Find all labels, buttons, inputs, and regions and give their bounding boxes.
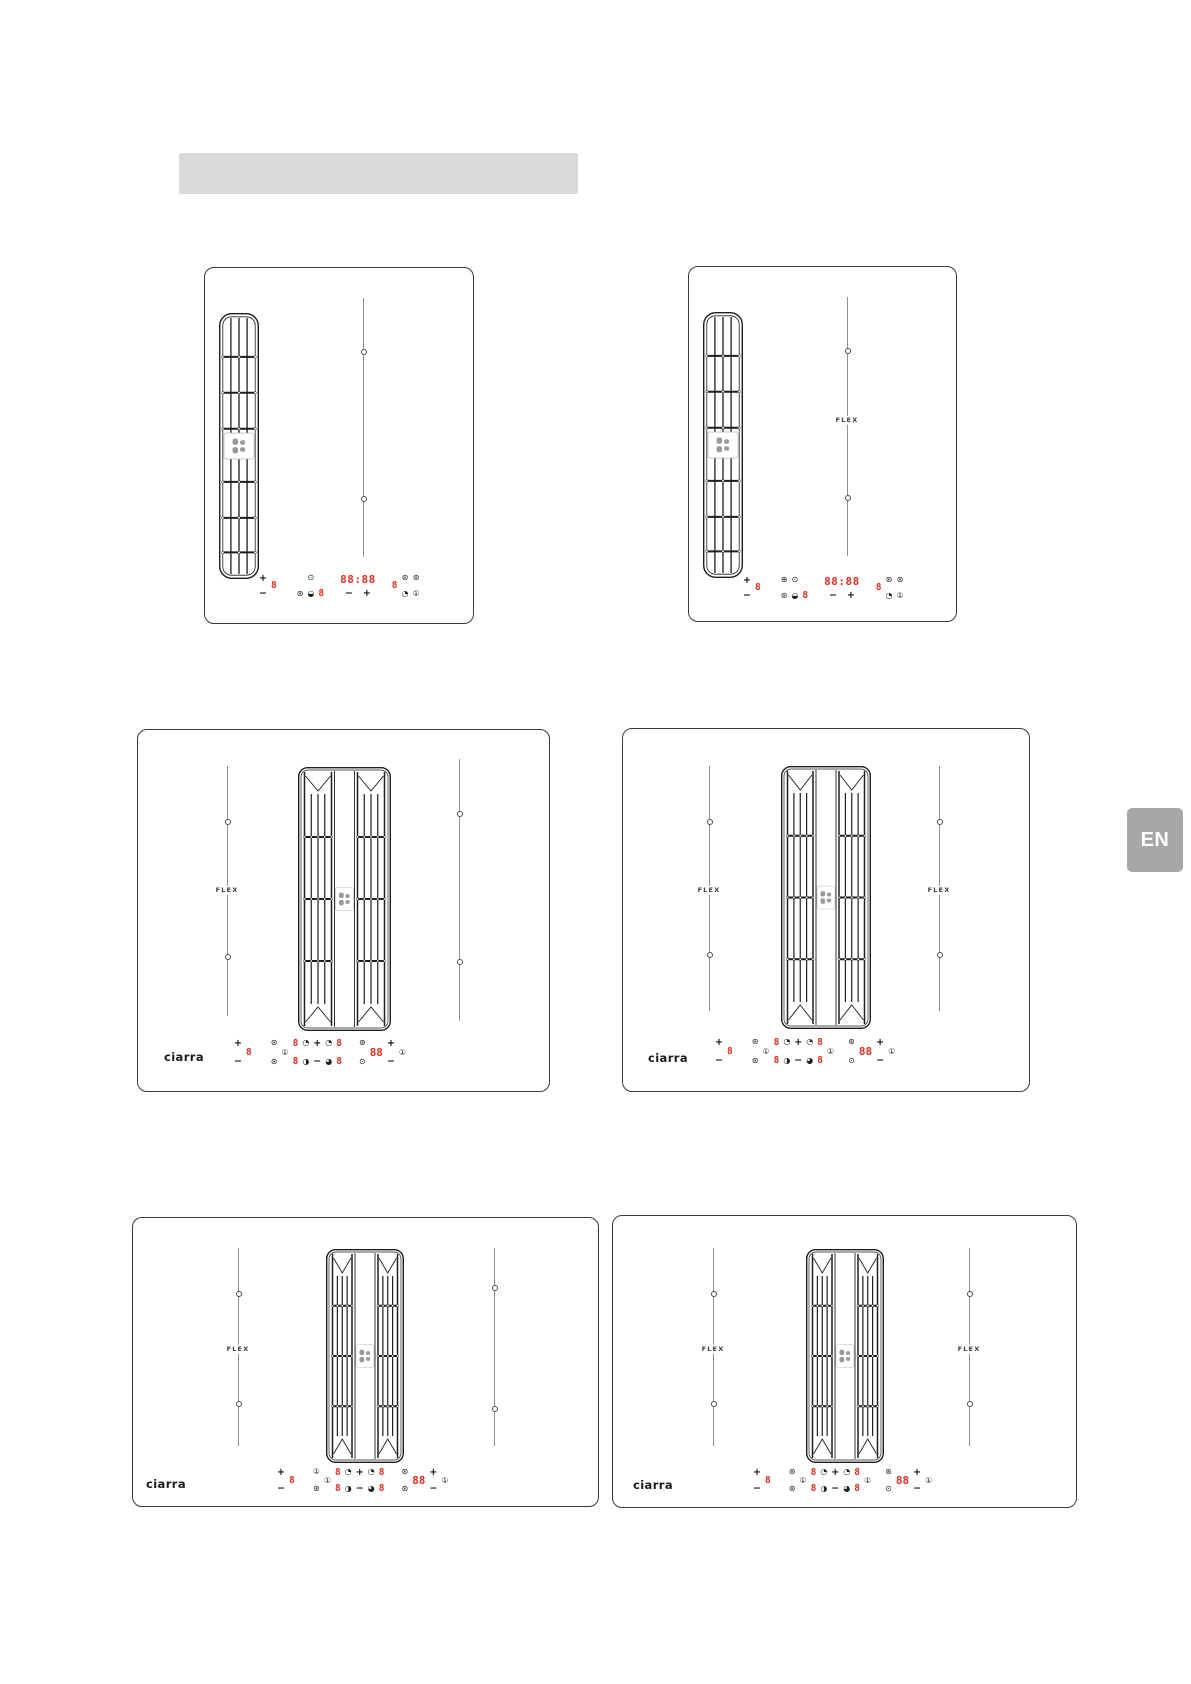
control-group bbox=[913, 1468, 921, 1493]
plus-key: + bbox=[234, 1038, 242, 1049]
fan-speed-icon: ⊛ bbox=[412, 573, 420, 582]
minus-key: − bbox=[355, 1482, 364, 1494]
timer-clock-icon: ⊙ bbox=[791, 575, 799, 584]
control-group bbox=[753, 1468, 761, 1493]
control-group bbox=[925, 1468, 932, 1493]
power-level-display: 8 bbox=[810, 1467, 817, 1478]
power-level-display: 8 bbox=[810, 1482, 817, 1494]
power-icon: ① bbox=[281, 1047, 289, 1057]
zone-alignment-dot bbox=[457, 811, 463, 817]
touch-control-strip bbox=[259, 574, 420, 598]
fan-speed-icon: ⊛ bbox=[358, 1038, 366, 1047]
flex-zone-label: FLEX bbox=[226, 1344, 250, 1353]
timer-clock-icon: ⊙ bbox=[885, 1484, 892, 1493]
zone-alignment-dot bbox=[845, 495, 851, 501]
fan-speed-icon: ⊛ bbox=[788, 1484, 796, 1493]
power-level-display: 8 bbox=[378, 1482, 385, 1494]
power-level-display: 8 bbox=[802, 589, 809, 601]
control-group bbox=[271, 1039, 278, 1066]
power-level-display: 8 bbox=[764, 1474, 771, 1486]
minus-key: − bbox=[234, 1055, 242, 1067]
plus-key: + bbox=[313, 1038, 322, 1049]
downdraft-vent-grille bbox=[703, 312, 743, 578]
zone-alignment-dot bbox=[707, 952, 713, 958]
control-group bbox=[399, 1039, 406, 1066]
control-group bbox=[412, 574, 419, 598]
control-group bbox=[752, 1038, 759, 1065]
power-level-display: 8 bbox=[336, 1055, 342, 1067]
power-icon: ① bbox=[398, 1047, 407, 1057]
control-group bbox=[811, 1468, 817, 1493]
minus-key: − bbox=[715, 1054, 723, 1066]
timer-clock-icon: ⊙ bbox=[848, 1056, 855, 1065]
plus-key: + bbox=[743, 575, 751, 586]
control-group bbox=[379, 1468, 385, 1493]
zone-alignment-dot bbox=[361, 496, 367, 502]
power-level-display: 8 bbox=[875, 582, 882, 594]
power-level-display: 8 bbox=[773, 1054, 780, 1066]
fan-speed-icon: ⊛ bbox=[885, 1467, 892, 1476]
zone-alignment-dot bbox=[457, 959, 463, 965]
minus-key: − bbox=[429, 1482, 438, 1494]
power-icon: ① bbox=[888, 1046, 896, 1056]
timer-clock-icon: ⊙ bbox=[307, 573, 315, 582]
fan-speed-icon: ⊛ bbox=[780, 591, 788, 600]
plus-key: + bbox=[876, 1037, 885, 1048]
control-group bbox=[783, 1038, 790, 1065]
zone-alignment-dot bbox=[937, 819, 943, 825]
control-group bbox=[854, 1468, 860, 1493]
control-group bbox=[356, 1468, 364, 1493]
cooking-zone-marker bbox=[847, 297, 848, 556]
control-group bbox=[313, 1039, 321, 1066]
downdraft-vent-grille bbox=[298, 767, 391, 1031]
pause-icon: ⊕ bbox=[780, 575, 788, 584]
flex-zone-label: FLEX bbox=[835, 415, 859, 424]
zone-alignment-dot bbox=[492, 1285, 498, 1291]
control-group bbox=[368, 1468, 375, 1493]
pot-detection-icon: ◒ bbox=[307, 589, 315, 598]
minus-key: − bbox=[876, 1054, 885, 1066]
control-group bbox=[234, 1039, 242, 1066]
power-level-display: 8 bbox=[378, 1467, 385, 1478]
timer-minus-plus-keys: − + bbox=[345, 587, 371, 599]
timer-display: 88:88 bbox=[824, 575, 860, 588]
control-group bbox=[791, 576, 798, 600]
power-level-display: 8 bbox=[288, 1474, 295, 1486]
minus-key: − bbox=[794, 1054, 803, 1066]
bridge-zone-left-icon: ◔ bbox=[783, 1037, 791, 1046]
brand-wordmark: ciarra bbox=[648, 1051, 689, 1065]
touch-control-strip bbox=[277, 1468, 449, 1493]
power-level-display: 8 bbox=[854, 1482, 860, 1494]
control-group bbox=[412, 1468, 425, 1493]
bridge-zone-right-icon: ◑ bbox=[820, 1484, 828, 1493]
control-group bbox=[429, 1468, 437, 1493]
minus-key: − bbox=[313, 1055, 322, 1067]
power-icon: ① bbox=[826, 1046, 835, 1056]
control-group bbox=[817, 1038, 823, 1065]
control-group bbox=[820, 1468, 827, 1493]
flex-zone-label: FLEX bbox=[697, 885, 721, 894]
power-level-display: 8 bbox=[335, 1482, 341, 1494]
control-group bbox=[794, 1038, 802, 1065]
zone-alignment-dot bbox=[225, 819, 231, 825]
control-group bbox=[345, 1468, 352, 1493]
minus-key: − bbox=[386, 1055, 395, 1067]
bridge-zone-left-icon: ◔ bbox=[367, 1467, 375, 1476]
control-group bbox=[441, 1468, 448, 1493]
zone-alignment-dot bbox=[967, 1401, 973, 1407]
power-level-display: 8 bbox=[292, 1038, 299, 1049]
bridge-zone-left-icon: ◔ bbox=[885, 591, 893, 600]
fan-speed-icon: ⊛ bbox=[885, 575, 893, 584]
control-group bbox=[755, 576, 761, 600]
fan-speed-icon: ⊛ bbox=[788, 1467, 796, 1476]
zone-alignment-dot bbox=[236, 1401, 242, 1407]
control-group bbox=[325, 1039, 332, 1066]
power-level-display: 8 bbox=[817, 1037, 823, 1048]
control-group bbox=[876, 1038, 884, 1065]
hob-center-downdraft-flex-both bbox=[622, 728, 1030, 1092]
fan-speed-icon: ⊛ bbox=[270, 1038, 278, 1047]
power-level-display: 8 bbox=[335, 1467, 341, 1478]
control-group bbox=[806, 1038, 813, 1065]
hob-wide-center-downdraft-flex-left bbox=[132, 1217, 599, 1507]
header-placeholder-bar bbox=[179, 153, 578, 194]
bridge-zone-icon: ◕ bbox=[325, 1057, 333, 1066]
downdraft-vent-grille bbox=[806, 1249, 884, 1463]
bridge-zone-icon: ◕ bbox=[367, 1484, 375, 1493]
minus-key: − bbox=[913, 1482, 922, 1494]
bridge-zone-left-icon: ◔ bbox=[344, 1467, 352, 1476]
flex-zone-label: FLEX bbox=[701, 1344, 725, 1353]
fan-speed-icon: ⊛ bbox=[751, 1037, 759, 1046]
zone-alignment-dot bbox=[492, 1406, 498, 1412]
control-group bbox=[297, 574, 304, 598]
touch-control-strip bbox=[715, 1038, 895, 1065]
plus-key: + bbox=[794, 1037, 803, 1048]
zone-alignment-dot bbox=[711, 1291, 717, 1297]
power-level-display: 8 bbox=[336, 1038, 342, 1049]
zone-alignment-dot bbox=[937, 952, 943, 958]
touch-control-strip bbox=[743, 576, 904, 600]
power-icon: ① bbox=[863, 1475, 872, 1485]
power-level-display: 8 bbox=[726, 1045, 733, 1057]
control-group bbox=[781, 576, 788, 600]
control-group bbox=[896, 1468, 909, 1493]
bridge-zone-icon: ◕ bbox=[806, 1056, 814, 1065]
pot-detection-icon: ◒ bbox=[791, 591, 799, 600]
power-level-display: 8 bbox=[773, 1037, 780, 1048]
zone-alignment-dot bbox=[711, 1401, 717, 1407]
language-tab: EN bbox=[1127, 808, 1183, 872]
control-group bbox=[789, 1468, 796, 1493]
cooking-zone-marker bbox=[363, 298, 364, 557]
timer-minus-plus-keys: − + bbox=[829, 589, 855, 601]
brand-wordmark: ciarra bbox=[164, 1050, 205, 1064]
plus-key: + bbox=[715, 1037, 723, 1048]
power-icon: ① bbox=[925, 1475, 933, 1485]
bridge-zone-left-icon: ◔ bbox=[806, 1037, 814, 1046]
power-icon: ① bbox=[441, 1475, 449, 1485]
bridge-zone-left-icon: ◔ bbox=[302, 1038, 310, 1047]
zone-alignment-dot bbox=[361, 349, 367, 355]
power-icon: ① bbox=[412, 589, 420, 598]
control-group bbox=[246, 1039, 252, 1066]
control-group bbox=[293, 1039, 299, 1066]
timer-clock-icon: ⊙ bbox=[358, 1057, 366, 1066]
control-group bbox=[277, 1468, 285, 1493]
control-group bbox=[715, 1038, 723, 1065]
control-group bbox=[324, 1468, 331, 1493]
zone-alignment-dot bbox=[225, 954, 231, 960]
control-group bbox=[318, 574, 324, 598]
control-group bbox=[401, 1468, 408, 1493]
power-level-display: 8 bbox=[270, 580, 277, 592]
plus-key: + bbox=[259, 573, 267, 584]
control-group bbox=[765, 1468, 771, 1493]
zone-alignment-dot bbox=[236, 1291, 242, 1297]
control-group bbox=[774, 1038, 780, 1065]
fan-speed-icon: ⊛ bbox=[270, 1057, 278, 1066]
control-group bbox=[259, 574, 267, 598]
control-group bbox=[888, 1038, 895, 1065]
brand-wordmark: ciarra bbox=[633, 1478, 674, 1492]
fan-speed-icon: ⊛ bbox=[401, 1484, 409, 1493]
brand-wordmark: ciarra bbox=[146, 1477, 187, 1491]
control-group bbox=[307, 574, 314, 598]
control-group bbox=[289, 1468, 295, 1493]
downdraft-vent-grille bbox=[219, 313, 259, 579]
fan-speed-icon: ⊛ bbox=[401, 573, 409, 582]
hob-downdraft-side-vent-flex bbox=[688, 266, 957, 622]
plus-key: + bbox=[753, 1467, 761, 1478]
control-group bbox=[302, 1039, 309, 1066]
control-group bbox=[340, 574, 376, 598]
minus-key: − bbox=[277, 1482, 285, 1494]
control-group bbox=[885, 1468, 892, 1493]
control-group bbox=[281, 1039, 288, 1066]
control-group bbox=[831, 1468, 839, 1493]
minus-key: − bbox=[831, 1482, 840, 1494]
fan-speed-icon: ⊛ bbox=[751, 1056, 759, 1065]
fan-speed-icon: ⊛ bbox=[896, 575, 904, 584]
control-group bbox=[859, 1038, 872, 1065]
zone-alignment-dot bbox=[845, 348, 851, 354]
control-group bbox=[896, 576, 903, 600]
zone-alignment-dot bbox=[967, 1291, 973, 1297]
plus-key: + bbox=[429, 1467, 438, 1478]
power-icon: ① bbox=[762, 1046, 770, 1056]
timer-display: 88 bbox=[369, 1046, 383, 1059]
control-group bbox=[271, 574, 277, 598]
control-group bbox=[827, 1038, 834, 1065]
cooking-zone-marker bbox=[494, 1248, 495, 1446]
control-group bbox=[876, 576, 882, 600]
control-group bbox=[885, 576, 892, 600]
bridge-zone-left-icon: ◔ bbox=[820, 1467, 828, 1476]
cooking-zone-marker bbox=[459, 759, 460, 1021]
control-group bbox=[824, 576, 860, 600]
fan-speed-icon: ⊛ bbox=[296, 589, 304, 598]
bridge-zone-right-icon: ◑ bbox=[302, 1057, 310, 1066]
bridge-zone-right-icon: ◑ bbox=[783, 1056, 791, 1065]
control-group bbox=[727, 1038, 733, 1065]
timer-display: 88:88 bbox=[340, 573, 376, 586]
control-group bbox=[743, 576, 751, 600]
control-group bbox=[762, 1038, 769, 1065]
control-group bbox=[864, 1468, 871, 1493]
control-group bbox=[359, 1039, 366, 1066]
power-level-display: 8 bbox=[292, 1055, 299, 1067]
bridge-zone-icon: ◕ bbox=[843, 1484, 851, 1493]
timer-display: 88 bbox=[858, 1045, 873, 1058]
flex-zone-label: FLEX bbox=[927, 885, 951, 894]
power-level-display: 8 bbox=[318, 587, 325, 599]
timer-display: 88 bbox=[412, 1474, 426, 1487]
control-group bbox=[401, 574, 408, 598]
touch-control-strip bbox=[753, 1468, 932, 1493]
minus-key: − bbox=[259, 587, 267, 599]
control-group bbox=[335, 1468, 341, 1493]
power-level-display: 8 bbox=[391, 580, 398, 592]
flex-zone-label: FLEX bbox=[215, 885, 239, 894]
fan-speed-icon: ⊛ bbox=[312, 1484, 320, 1493]
power-icon: ① bbox=[323, 1475, 332, 1485]
control-group bbox=[848, 1038, 855, 1065]
fan-speed-icon: ⊛ bbox=[848, 1037, 855, 1046]
power-icon: ① bbox=[799, 1475, 807, 1485]
downdraft-vent-grille bbox=[326, 1249, 404, 1463]
zone-alignment-dot bbox=[707, 819, 713, 825]
power-level-display: 8 bbox=[245, 1046, 252, 1058]
hob-center-downdraft-flex-left bbox=[137, 729, 550, 1092]
plus-key: + bbox=[355, 1467, 364, 1478]
control-group bbox=[392, 574, 398, 598]
flex-zone-label: FLEX bbox=[957, 1344, 981, 1353]
minus-key: − bbox=[753, 1482, 761, 1494]
bridge-zone-left-icon: ◔ bbox=[401, 589, 409, 598]
plus-key: + bbox=[913, 1467, 922, 1478]
power-icon: ① bbox=[896, 591, 904, 600]
minus-key: − bbox=[743, 589, 751, 601]
plus-key: + bbox=[386, 1038, 395, 1049]
timer-display: 88 bbox=[895, 1474, 910, 1487]
control-group bbox=[387, 1039, 395, 1066]
power-icon: ① bbox=[312, 1467, 320, 1476]
hob-wide-center-downdraft-flex-both bbox=[612, 1215, 1077, 1508]
power-level-display: 8 bbox=[817, 1054, 823, 1066]
hob-downdraft-side-vent bbox=[204, 267, 474, 624]
downdraft-vent-grille bbox=[781, 766, 871, 1029]
control-group bbox=[802, 576, 808, 600]
bridge-zone-right-icon: ◑ bbox=[344, 1484, 352, 1493]
power-level-display: 8 bbox=[854, 1467, 860, 1478]
control-group bbox=[843, 1468, 850, 1493]
bridge-zone-left-icon: ◔ bbox=[843, 1467, 851, 1476]
control-group bbox=[336, 1039, 342, 1066]
control-group bbox=[313, 1468, 320, 1493]
power-level-display: 8 bbox=[754, 582, 761, 594]
fan-speed-icon: ⊛ bbox=[401, 1467, 409, 1476]
control-group bbox=[799, 1468, 806, 1493]
touch-control-strip bbox=[234, 1039, 406, 1066]
control-group bbox=[370, 1039, 383, 1066]
plus-key: + bbox=[277, 1467, 285, 1478]
plus-key: + bbox=[831, 1467, 840, 1478]
bridge-zone-left-icon: ◔ bbox=[325, 1038, 333, 1047]
